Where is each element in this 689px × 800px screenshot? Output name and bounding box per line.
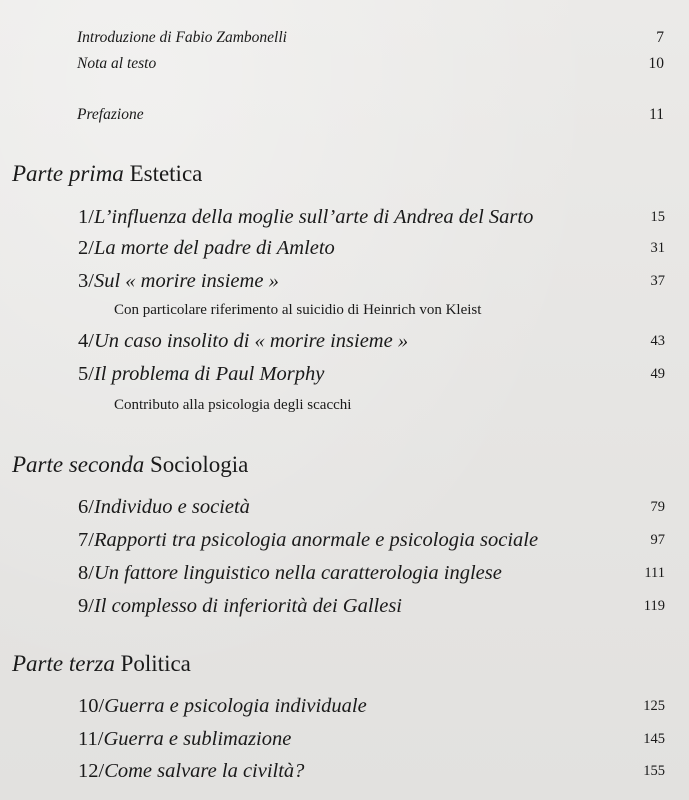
chapter-title-line [78,758,304,784]
part-label: Parte seconda [12,452,145,477]
entry-page-number: 10 [648,55,664,72]
chapter-page-number: 125 [643,698,665,714]
toc-chapter-9[interactable] [0,593,689,619]
chapter-title-line [78,268,279,294]
chapter-page-number: 79 [650,499,665,515]
chapter-title: Un caso insolito di « morire insieme » [93,330,409,352]
chapter-title: Il problema di Paul Morphy [93,363,325,385]
chapter-number: 1/ [78,206,94,228]
chapter-page-number: 155 [643,763,665,779]
chapter-number: 7/ [78,529,94,551]
part-label: Parte prima [12,161,124,186]
chapter-page-number: 37 [650,273,665,289]
chapter-title-line [78,560,502,586]
toc-chapter-5[interactable] [0,361,689,387]
toc-chapter-7[interactable] [0,527,689,553]
chapter-number: 4/ [78,330,94,352]
part-heading-sociologia [12,451,248,479]
chapter-title: Rapporti tra psicologia anormale e psicologia sociale [93,529,539,551]
part-subject: Sociologia [149,452,249,477]
entry-title: Nota al testo [77,55,157,72]
entry-page-number: 7 [656,29,664,46]
chapter-title: La morte del padre di Amleto [93,237,335,259]
chapter-title: Sul « morire insieme » [93,270,279,292]
chapter-subtitle: Con particolare riferimento al suicidio di Heinrich von Kleist [114,302,482,318]
chapter-title: Guerra e sublimazione [103,728,292,750]
part-heading-estetica [12,160,202,188]
chapter-title: Come salvare la civiltà? [104,760,305,782]
toc-entry-nota-al-testo[interactable] [0,54,689,78]
part-subject: Politica [120,651,191,676]
part-label: Parte terza [12,651,115,676]
chapter-subtitle: Contributo alla psicologia degli scacchi [114,397,352,413]
toc-chapter-2[interactable] [0,235,689,261]
chapter-page-number: 49 [650,366,665,382]
chapter-page-number: 111 [644,565,665,581]
toc-chapter-10[interactable] [0,693,689,719]
chapter-number: 3/ [78,270,94,292]
chapter-number: 12/ [78,760,105,782]
chapter-title-line [78,361,324,387]
toc-chapter-5-subtitle [0,395,689,417]
chapter-title: Individuo e società [93,496,250,518]
toc-chapter-4[interactable] [0,328,689,354]
toc-chapter-3[interactable] [0,268,689,294]
chapter-number: 5/ [78,363,94,385]
chapter-title-line [78,204,533,230]
chapter-number: 9/ [78,595,94,617]
toc-chapter-12[interactable] [0,758,689,784]
chapter-page-number: 43 [650,333,665,349]
part-heading-politica [12,650,191,678]
toc-chapter-11[interactable] [0,726,689,752]
chapter-title-line [78,494,250,520]
chapter-number: 11/ [78,728,104,750]
toc-chapter-6[interactable] [0,494,689,520]
chapter-page-number: 145 [643,731,665,747]
chapter-page-number: 119 [643,598,665,614]
chapter-page-number: 97 [650,532,665,548]
chapter-page-number: 31 [650,240,665,256]
chapter-title: Un fattore linguistico nella caratterologia inglese [93,562,502,584]
toc-chapter-3-subtitle [0,300,689,322]
entry-title: Introduzione di Fabio Zambonelli [77,29,287,46]
chapter-title-line [78,593,402,619]
chapter-page-number: 15 [650,209,665,225]
part-subject: Estetica [129,161,203,186]
chapter-number: 8/ [78,562,94,584]
chapter-number: 10/ [78,695,105,717]
chapter-title-line [78,726,291,752]
chapter-title-line [78,527,538,553]
chapter-number: 2/ [78,237,94,259]
chapter-title: Guerra e psicologia individuale [104,695,367,717]
chapter-title-line [78,328,408,354]
entry-title: Prefazione [77,106,144,123]
toc-chapter-8[interactable] [0,560,689,586]
chapter-number: 6/ [78,496,94,518]
chapter-title: L’influenza della moglie sull’arte di Andrea del Sarto [93,206,534,228]
entry-page-number: 11 [649,106,664,123]
toc-chapter-1[interactable] [0,204,689,230]
chapter-title-line [78,235,335,261]
toc-entry-introduzione[interactable] [0,28,689,52]
chapter-title: Il complesso di inferiorità dei Gallesi [93,595,402,617]
toc-entry-prefazione[interactable] [0,105,689,129]
chapter-title-line [78,693,367,719]
